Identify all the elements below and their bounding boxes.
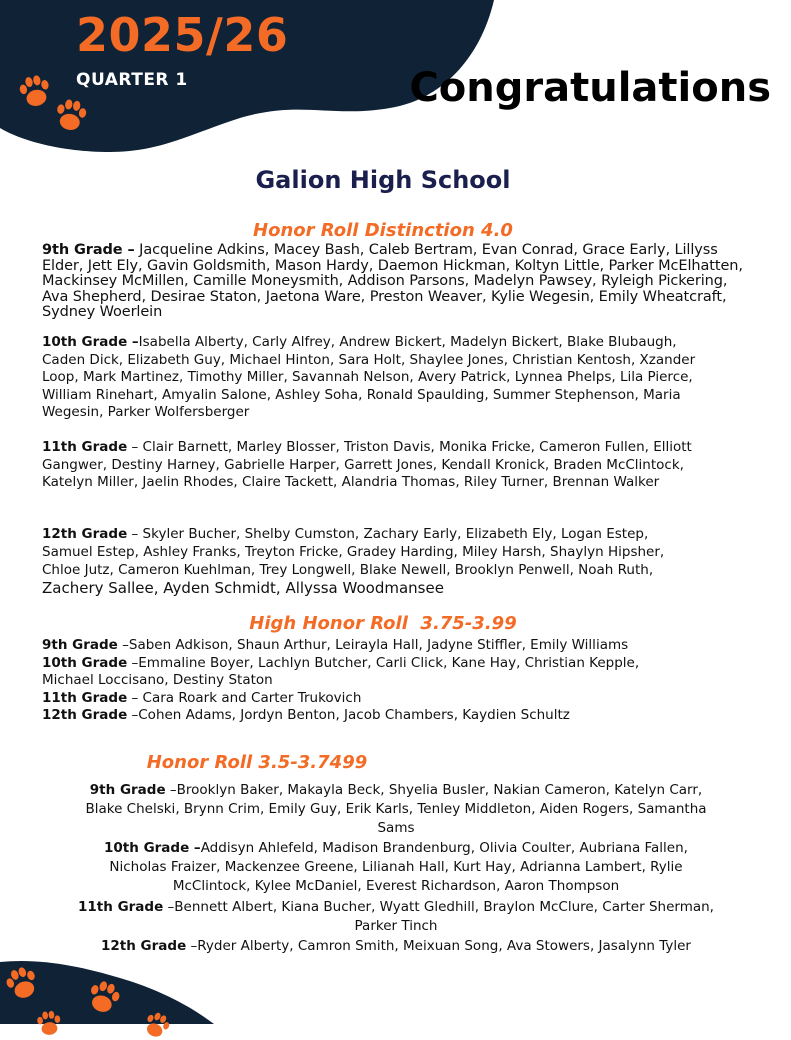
paw-print-icon <box>86 978 122 1016</box>
grade-label: 11th Grade <box>42 689 128 706</box>
school-year-title: 2025/26 <box>76 8 289 62</box>
honor-roll-grade10 <box>76 839 716 897</box>
student-names: – Clair Barnett, Marley Blosser, Triston Davis, Monika Fricke, Cameron Fullen, Elliott Gangwer, Destiny Harney, Gabrielle Harper, Garrett Jones, Kendall Kronick, Braden McClintock, Katelyn Miller, Jaelin Rhodes, Claire Tackett, Alandria Thomas, Riley Turner, Brennan Walker <box>42 439 692 490</box>
quarter-label: QUARTER 1 <box>76 70 188 90</box>
grade-label: 10th Grade <box>42 654 128 671</box>
grade-label: 12th Grade <box>42 707 128 724</box>
grade-label: 9th Grade – <box>42 242 135 258</box>
student-names: –Brooklyn Baker, Makayla Beck, Shyelia Busler, Nakian Cameron, Katelyn Carr, Blake Chelski, Brynn Crim, Emily Guy, Erik Karls, Tenley Middleton, Aiden Rogers, Samantha Sams <box>85 782 707 837</box>
high-honor-heading: High Honor Roll 3.75-3.99 <box>249 613 517 634</box>
congratulations-heading: Congratulations <box>409 65 771 111</box>
student-names: – Skyler Bucher, Shelby Cumston, Zachary Early, Elizabeth Ely, Logan Estep, Samuel Estep, Ashley Franks, Treyton Fricke, Gradey Harding, Miley Harsh, Shaylyn Hipsher, Chloe Jutz, Cameron Kuehlman, Trey Longwell, Blake Newell, Brooklyn Penwell, Noah Ruth, <box>42 526 665 578</box>
high-honor-grade9 <box>42 637 692 655</box>
paw-print-icon <box>142 1010 172 1040</box>
high-honor-grade11 <box>42 690 692 708</box>
honor-roll-grade12 <box>76 937 716 956</box>
grade-label: 10th Grade – <box>42 334 139 350</box>
distinction-grade9 <box>42 243 757 321</box>
honor-roll-heading: Honor Roll 3.5-3.7499 <box>146 752 368 773</box>
grade-label: 10th Grade – <box>104 840 201 856</box>
distinction-grade10 <box>42 334 702 422</box>
student-names: –Bennett Albert, Kiana Bucher, Wyatt Gledhill, Braylon McClure, Carter Sherman, Parker Tinch <box>163 899 714 935</box>
grade-label: 9th Grade <box>89 782 166 798</box>
grade-label: 12th Grade <box>101 938 187 954</box>
school-name: Galion High School <box>255 166 511 194</box>
student-names-continued: Zachery Sallee, Ayden Schmidt, Allyssa Woodmansee <box>42 578 444 597</box>
honor-roll-grade11 <box>76 898 716 936</box>
high-honor-list <box>42 637 692 725</box>
grade-label: 11th Grade <box>78 899 164 915</box>
distinction-heading: Honor Roll Distinction 4.0 <box>253 220 513 241</box>
grade-label: 11th Grade <box>42 439 128 455</box>
grade-label: 12th Grade <box>42 526 128 542</box>
high-honor-grade12 <box>42 707 692 725</box>
student-names: Isabella Alberty, Carly Alfrey, Andrew Bickert, Madelyn Bickert, Blake Blubaugh, Caden Dick, Elizabeth Guy, Michael Hinton, Sara Holt, Shaylee Jones, Christian Kentosh, Xzander Loop, Mark Martinez, Timothy Miller, Savannah Nelson, Avery Patrick, Lynnea Phelps, Lila Pierce, William Rinehart, Amyalin Salone, Ashley Soha, Ronald Spaulding, Summer Stephenson, Maria Wegesin, Parker Wolfersberger <box>42 334 696 420</box>
grade-label: 9th Grade <box>42 637 118 653</box>
paw-print-icon <box>54 96 88 134</box>
student-names: –Cohen Adams, Jordyn Benton, Jacob Chambers, Kaydien Schultz <box>127 707 570 724</box>
paw-print-icon <box>18 72 52 110</box>
student-names: –Saben Adkison, Shaun Arthur, Leirayla Hall, Jadyne Stiffler, Emily Williams <box>117 637 629 653</box>
distinction-grade11 <box>42 439 702 492</box>
student-names: –Ryder Alberty, Camron Smith, Meixuan Song, Ava Stowers, Jasalynn Tyler <box>186 938 691 954</box>
paw-print-icon <box>34 1008 64 1038</box>
student-names: Addisyn Ahlefeld, Madison Brandenburg, Olivia Coulter, Aubriana Fallen, Nicholas Fraizer, Mackenzee Greene, Lilianah Hall, Kurt Hay, Adrianna Lambert, Rylie McClintock, Kylee McDaniel, Everest Richardson, Aaron Thompson <box>109 840 688 895</box>
paw-print-icon <box>4 964 40 1002</box>
high-honor-grade10 <box>42 655 692 690</box>
distinction-grade12 <box>42 526 702 598</box>
student-names: –Emmaline Boyer, Lachlyn Butcher, Carli Click, Kane Hay, Christian Kepple, Michael Loccisano, Destiny Staton <box>42 654 640 689</box>
student-names: Jacqueline Adkins, Macey Bash, Caleb Bertram, Evan Conrad, Grace Early, Lillyss Elder, Jett Ely, Gavin Goldsmith, Mason Hardy, Daemon Hickman, Koltyn Little, Parker McElhatten, Mackinsey McMillen, Camille Moneysmith, Addison Parsons, Madelyn Pawsey, Ryleigh Pickering, Ava Shepherd, Desirae Staton, Jaetona Ware, Preston Weaver, Kylie Wegesin, Emily Wheatcraft, Sydney Woerlein <box>42 242 743 320</box>
student-names: – Cara Roark and Carter Trukovich <box>127 689 362 706</box>
honor-roll-grade9 <box>76 781 716 839</box>
